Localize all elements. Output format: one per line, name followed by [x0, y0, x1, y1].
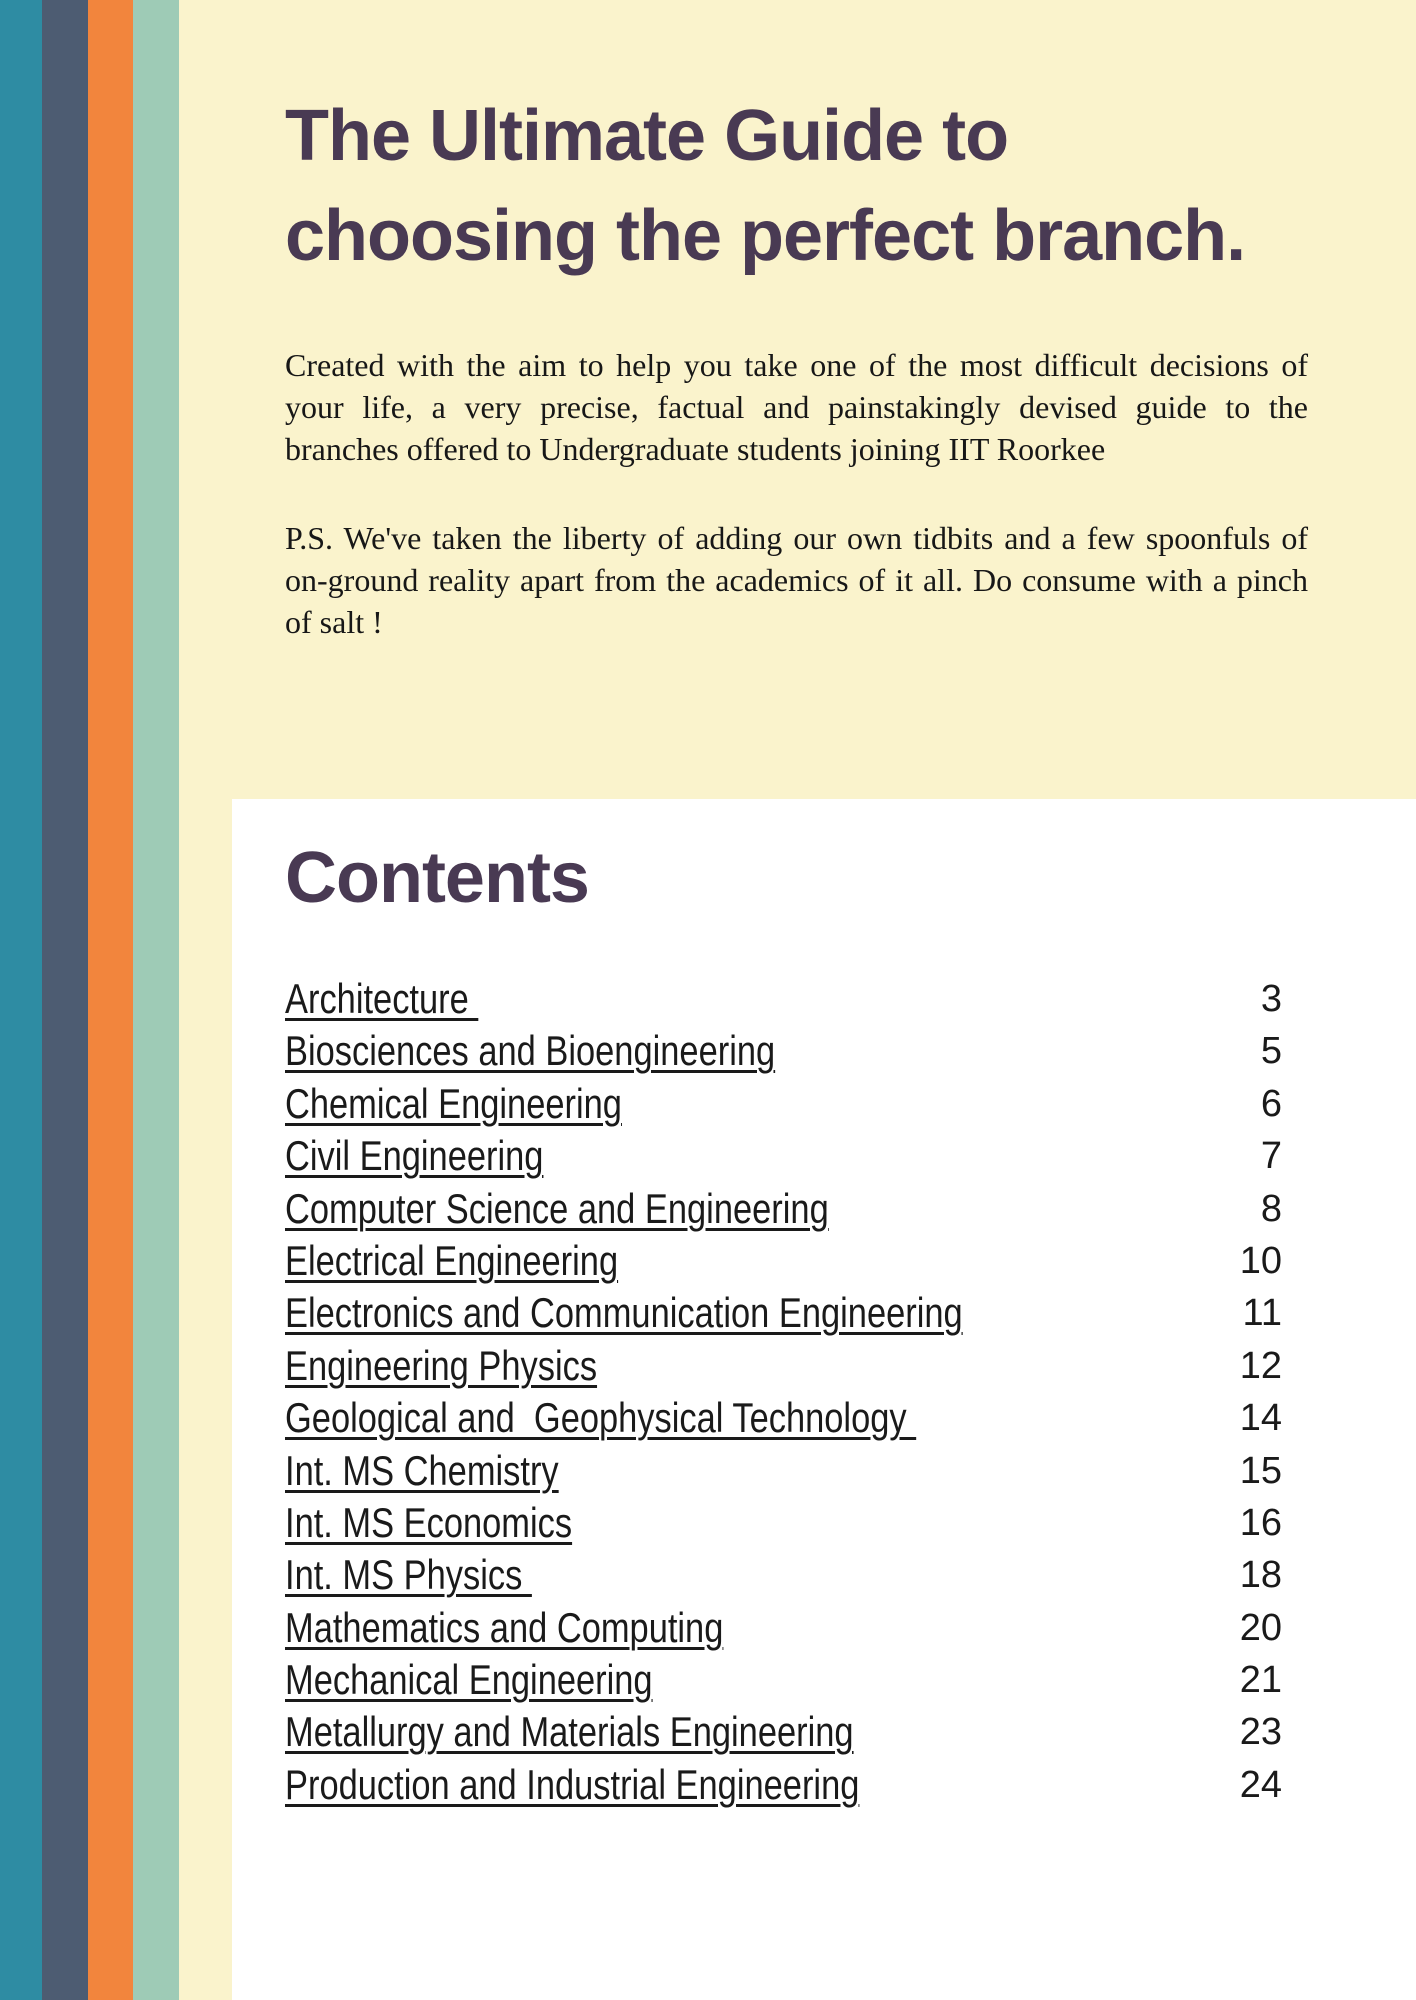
toc-link[interactable]: Electrical Engineering	[285, 1236, 619, 1284]
toc-link[interactable]: Civil Engineering	[285, 1132, 544, 1180]
toc-row	[285, 1549, 1282, 1601]
stripe-orange	[88, 0, 133, 2000]
toc-link[interactable]: Engineering Physics	[285, 1341, 598, 1389]
toc-row	[285, 1706, 1282, 1758]
toc-row	[285, 1183, 1282, 1235]
page-title-line-1: The Ultimate Guide to	[285, 96, 1009, 176]
toc-page-number: 7	[1260, 1135, 1282, 1178]
stripe-slate	[42, 0, 88, 2000]
toc-row	[285, 1759, 1282, 1811]
toc-row	[285, 973, 1282, 1025]
toc-row	[285, 1078, 1282, 1130]
page-title	[285, 86, 1385, 286]
toc-page-number: 18	[1239, 1554, 1282, 1597]
toc-row	[285, 1654, 1282, 1706]
toc-page-number: 16	[1239, 1501, 1282, 1544]
page-title-line-2: choosing the perfect branch.	[285, 196, 1246, 276]
toc-row	[285, 1235, 1282, 1287]
toc-page-number: 3	[1260, 978, 1282, 1020]
toc-list	[285, 973, 1282, 1811]
toc-page-number: 10	[1239, 1239, 1282, 1282]
toc-page-number: 24	[1239, 1763, 1282, 1806]
toc-row	[285, 1340, 1282, 1392]
intro-paragraph: Created with the aim to help you take one of the most difficult decisions of your life, a very precise, factual and painstakingly devised guide to the branches offered to Undergraduate students joining IIT Roorkee	[285, 347, 1308, 467]
intro-text-block	[285, 344, 1308, 643]
toc-page-number: 6	[1260, 1082, 1282, 1125]
toc-link[interactable]: Architecture	[285, 975, 479, 1022]
toc-page-number: 11	[1242, 1292, 1282, 1335]
stripe-teal	[0, 0, 42, 2000]
toc-page-number: 12	[1239, 1344, 1282, 1387]
toc-link[interactable]: Biosciences and Bioengineering	[285, 1027, 776, 1075]
toc-page-number: 20	[1239, 1606, 1282, 1649]
toc-page-number: 15	[1239, 1449, 1282, 1492]
toc-page-number: 5	[1260, 1030, 1282, 1073]
stripe-sage	[133, 0, 179, 2000]
toc-link[interactable]: Mathematics and Computing	[285, 1603, 724, 1651]
toc-link[interactable]: Chemical Engineering	[285, 1079, 622, 1127]
toc-link[interactable]: Computer Science and Engineering	[285, 1184, 829, 1232]
toc-link[interactable]: Production and Industrial Engineering	[285, 1760, 860, 1808]
toc-page-number: 23	[1239, 1711, 1282, 1754]
toc-link[interactable]: Metallurgy and Materials Engineering	[285, 1708, 854, 1756]
toc-row	[285, 1602, 1282, 1654]
toc-row	[285, 1445, 1282, 1497]
toc-link[interactable]: Int. MS Economics	[285, 1498, 573, 1546]
postscript-paragraph: P.S. We've taken the liberty of adding our own tidbits and a few spoonfuls of on-ground reality apart from the academics of it all. Do consume with a pinch of salt !	[285, 520, 1308, 640]
toc-link[interactable]: Int. MS Chemistry	[285, 1446, 559, 1494]
toc-link[interactable]: Electronics and Communication Engineering	[285, 1289, 963, 1337]
toc-row	[285, 1392, 1282, 1444]
toc-page-number: 14	[1239, 1397, 1282, 1440]
toc-row	[285, 1130, 1282, 1182]
toc-page-number: 21	[1239, 1659, 1282, 1702]
toc-row	[285, 1287, 1282, 1339]
toc-row	[285, 1497, 1282, 1549]
toc-link[interactable]: Int. MS Physics	[285, 1551, 532, 1599]
toc-link[interactable]: Mechanical Engineering	[285, 1656, 653, 1704]
toc-link[interactable]: Geological and Geophysical Technology	[285, 1394, 917, 1442]
toc-row	[285, 1025, 1282, 1077]
contents-heading: Contents	[285, 838, 589, 918]
toc-page-number: 8	[1260, 1187, 1282, 1230]
